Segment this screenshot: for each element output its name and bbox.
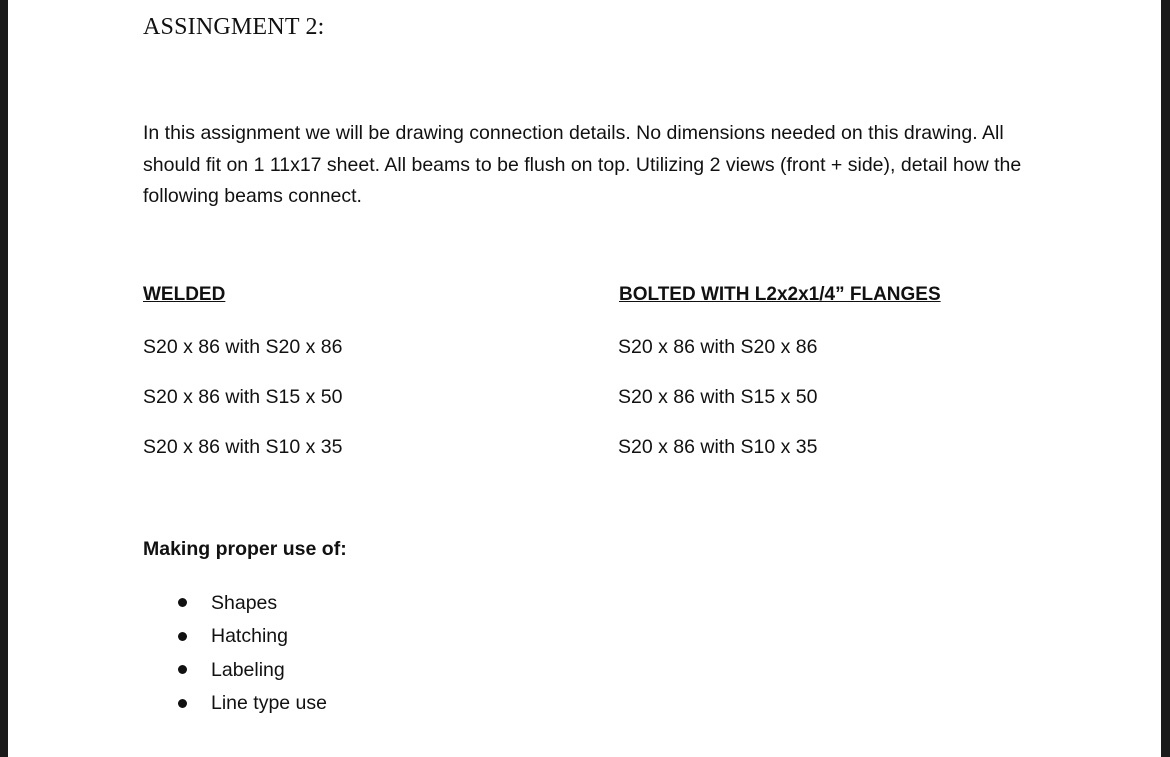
usage-item-label: Labeling (211, 658, 285, 681)
usage-item-label: Hatching (211, 625, 288, 648)
usage-heading: Making proper use of: (143, 538, 347, 560)
usage-item-label: Line type use (211, 692, 328, 715)
bullet-icon (178, 665, 187, 674)
bolted-connection-1: S20 x 86 with S20 x 86 (618, 336, 818, 358)
bullet-icon (178, 632, 187, 641)
list-item (173, 653, 327, 687)
document-page (8, 0, 1161, 757)
bolted-connection-2: S20 x 86 with S15 x 50 (618, 386, 818, 408)
usage-list (173, 586, 327, 720)
intro-paragraph: In this assignment we will be drawing connection details. No dimensions needed on this drawing. All should fit on 1 11x17 sheet. All beams to be flush on top. Utilizing 2 views (front + side), detail how the following beams connect. (143, 122, 1022, 207)
bullet-icon (178, 699, 187, 708)
bolted-connection-3: S20 x 86 with S10 x 35 (618, 436, 818, 458)
bolted-header: BOLTED WITH L2x2x1/4” FLANGES (619, 284, 941, 305)
assignment-title: ASSINGMENT 2: (143, 14, 325, 40)
list-item (173, 586, 327, 620)
list-item (173, 687, 327, 721)
list-item (173, 620, 327, 654)
bullet-icon (178, 598, 187, 607)
welded-connection-3: S20 x 86 with S10 x 35 (143, 436, 343, 458)
welded-header: WELDED (143, 284, 226, 305)
welded-connection-2: S20 x 86 with S15 x 50 (143, 386, 343, 408)
welded-connection-1: S20 x 86 with S20 x 86 (143, 336, 343, 358)
usage-item-label: Shapes (211, 591, 278, 614)
